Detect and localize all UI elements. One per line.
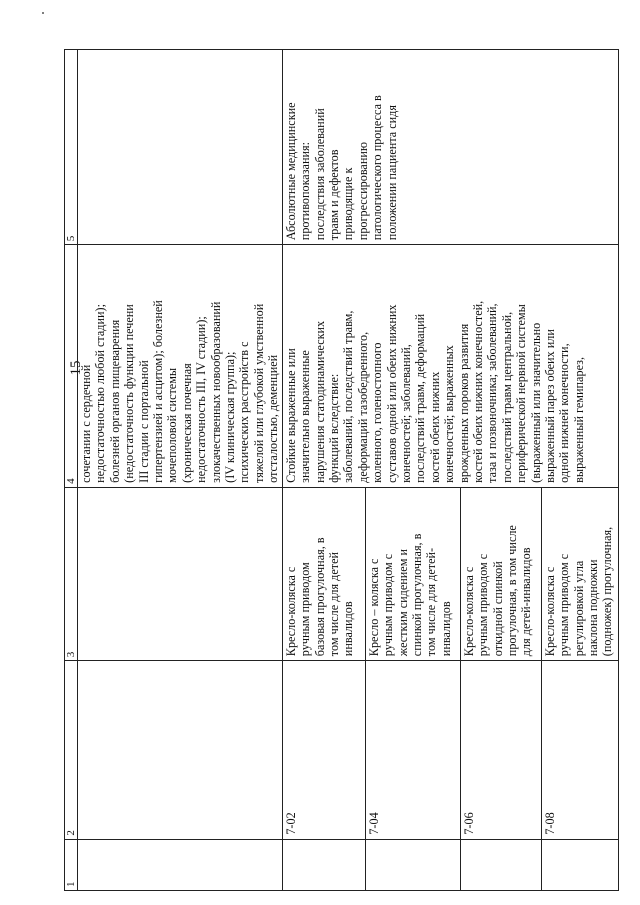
header-col-4: 4 xyxy=(65,245,78,488)
header-col-2: 2 xyxy=(65,661,78,839)
code-cell: 7-02 xyxy=(282,661,365,839)
indications-cell: Стойкие выраженные или значительно выраженные нарушения статодинамических функций вследствие: заболеваний, последствий травм, деформаций тазобедренного, коленного, голеностопного суставов одной или обеих нижних конечностей; заболеваний, последствий травм, деформаций костей обеих нижних конечностей; выраженных врожденных пороков развития костей обеих нижних конечностей, таза и позвоночника; заболеваний, последствий травм центральной, периферической нервной системы (выраженный или значительно выраженный парез обеих или одной нижней конечности, выраженный гемипарез, xyxy=(282,245,618,488)
table-header-row xyxy=(65,50,78,891)
header-col-1: 1 xyxy=(65,839,78,890)
row-number-cell xyxy=(365,839,460,890)
code-cell xyxy=(78,661,283,839)
medical-indications-table xyxy=(64,49,619,891)
contraindications-cell: Абсолютные медицинские противопоказания: последствия заболеваний травм и дефектов приводящие к прогрессированию патологического процесса в положении пациента сидя xyxy=(282,50,618,245)
row-number-cell xyxy=(460,839,541,890)
code-cell: 7-06 xyxy=(460,661,541,839)
rotated-page-content xyxy=(64,49,616,891)
table-row xyxy=(78,50,283,891)
name-cell: Кресло-коляска с ручным приводом с регулировкой угла наклона подножки (подножек) прогулочная, xyxy=(541,487,618,660)
row-number-cell xyxy=(78,839,283,890)
header-col-5: 5 xyxy=(65,50,78,245)
name-cell: Кресло-коляска с ручным приводом с откидной спинкой прогулочная, в том числе для детей-инвалидов xyxy=(460,487,541,660)
row-number-cell xyxy=(541,839,618,890)
name-cell: Кресло-коляска с ручным приводом базовая прогулочная, в том числе для детей инвалидов xyxy=(282,487,365,660)
table-row xyxy=(282,50,365,891)
contraindications-cell xyxy=(78,50,283,245)
scan-speck xyxy=(42,12,44,14)
name-cell xyxy=(78,487,283,660)
header-col-3: 3 xyxy=(65,487,78,660)
indications-cell: сочетании с сердечной недостаточностью любой стадии); болезней органов пищеварения (недостаточность функции печени III стадии с портальной гипертензией и асцитом); болезней мочеполовой системы (хроническая почечная недостаточность III, IV стадии); злокачественных новообразований (IV клиническая группа); психических расстройств с тяжелой или глубокой умственной отсталостью, деменцией xyxy=(78,245,283,488)
row-number-cell xyxy=(282,839,365,890)
page-number: 15 xyxy=(68,360,84,376)
code-cell: 7-04 xyxy=(365,661,460,839)
name-cell: Кресло – коляска с ручным приводом с жестким сидением и спинкой прогулочная, в том числе для детей- инвалидов xyxy=(365,487,460,660)
code-cell: 7-08 xyxy=(541,661,618,839)
